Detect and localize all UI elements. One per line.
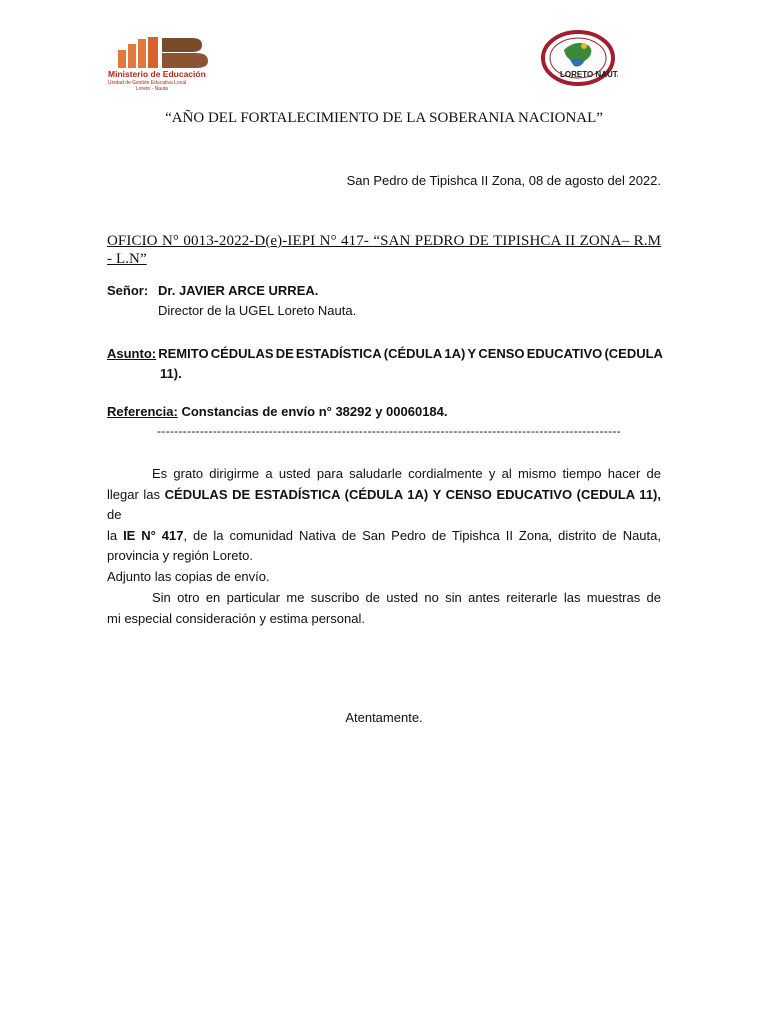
reference-block	[107, 404, 448, 419]
body-line: Es grato dirigirme a usted para saludarle cordialmente y al mismo tiempo hacer de	[152, 466, 661, 481]
subject-line-2: 11).	[160, 366, 182, 381]
subject-label: Asunto:	[107, 346, 157, 361]
subject-word: CENSO	[478, 346, 525, 361]
body-line: Sin otro en particular me suscribo de usted no sin antes reiterarle las muestras de	[152, 590, 661, 605]
closing-text: Atentamente.	[345, 710, 423, 725]
recipient-label: Señor:	[107, 283, 149, 298]
body-paragraph-1	[107, 464, 661, 587]
recipient-role: Director de la UGEL Loreto Nauta.	[158, 303, 357, 318]
subject-word: CÉDULAS	[210, 346, 274, 361]
body-text: de	[107, 507, 122, 522]
body-line: mi especial consideración y estima personal.	[107, 611, 365, 626]
ministerio-educacion-logo	[106, 36, 216, 92]
body-text: , de la comunidad Nativa de San Pedro de Tipishca II Zona, distrito de Nauta,	[183, 527, 661, 543]
subject-word: (CEDULA	[604, 346, 663, 361]
subject-word: (CÉDULA	[383, 346, 443, 361]
ugel-loreto-nauta-seal	[540, 30, 618, 88]
subject-word: 1A)	[444, 346, 466, 361]
svg-text:Unidad de Gestión Educativa Lo: Unidad de Gestión Educativa Local	[108, 80, 187, 86]
subject-line-1	[107, 344, 663, 364]
svg-text:LORETO NAUTA: LORETO NAUTA	[560, 70, 618, 79]
subject-word: ESTADÍSTICA	[295, 346, 382, 361]
body-line: provincia y región Loreto.	[107, 548, 253, 563]
subject-word: Y	[467, 346, 477, 361]
svg-text:Loreto - Nauta: Loreto - Nauta	[136, 86, 168, 92]
subject-block	[107, 344, 663, 384]
subject-word: DE	[275, 346, 294, 361]
subject-word: EDUCATIVO	[526, 346, 603, 361]
date-line: San Pedro de Tipishca II Zona, 08 de agosto del 2022.	[346, 173, 661, 188]
body-text: la	[107, 527, 118, 543]
oficio-reference: OFICIO N° 0013-2022-D(e)-IEPI N° 417- “SAN PEDRO DE TIPISHCA II ZONA– R.M - L.N”	[107, 233, 661, 267]
separator-line: ------------------------------------------------------------------------------------------------------------	[157, 424, 621, 438]
reference-text: Constancias de envío n° 38292 y 00060184.	[181, 404, 448, 419]
body-bold-text: IE N° 417	[123, 527, 184, 543]
body-text: llegar las	[107, 486, 161, 502]
reference-label: Referencia:	[107, 404, 178, 419]
body-bold-text: CÉDULAS DE ESTADÍSTICA (CÉDULA 1A) Y CENSO EDUCATIVO (CEDULA 11),	[164, 486, 661, 502]
body-line: Adjunto las copias de envío.	[107, 568, 270, 584]
body-line	[107, 485, 661, 526]
recipient-name: Dr. JAVIER ARCE URREA.	[158, 283, 319, 298]
subject-word: REMITO	[158, 346, 209, 361]
svg-text:Ministerio de Educación: Ministerio de Educación	[108, 69, 206, 79]
body-paragraph-2	[107, 587, 661, 629]
year-motto: “AÑO DEL FORTALECIMIENTO DE LA SOBERANIA NACIONAL”	[165, 110, 603, 126]
body-line	[107, 526, 661, 547]
